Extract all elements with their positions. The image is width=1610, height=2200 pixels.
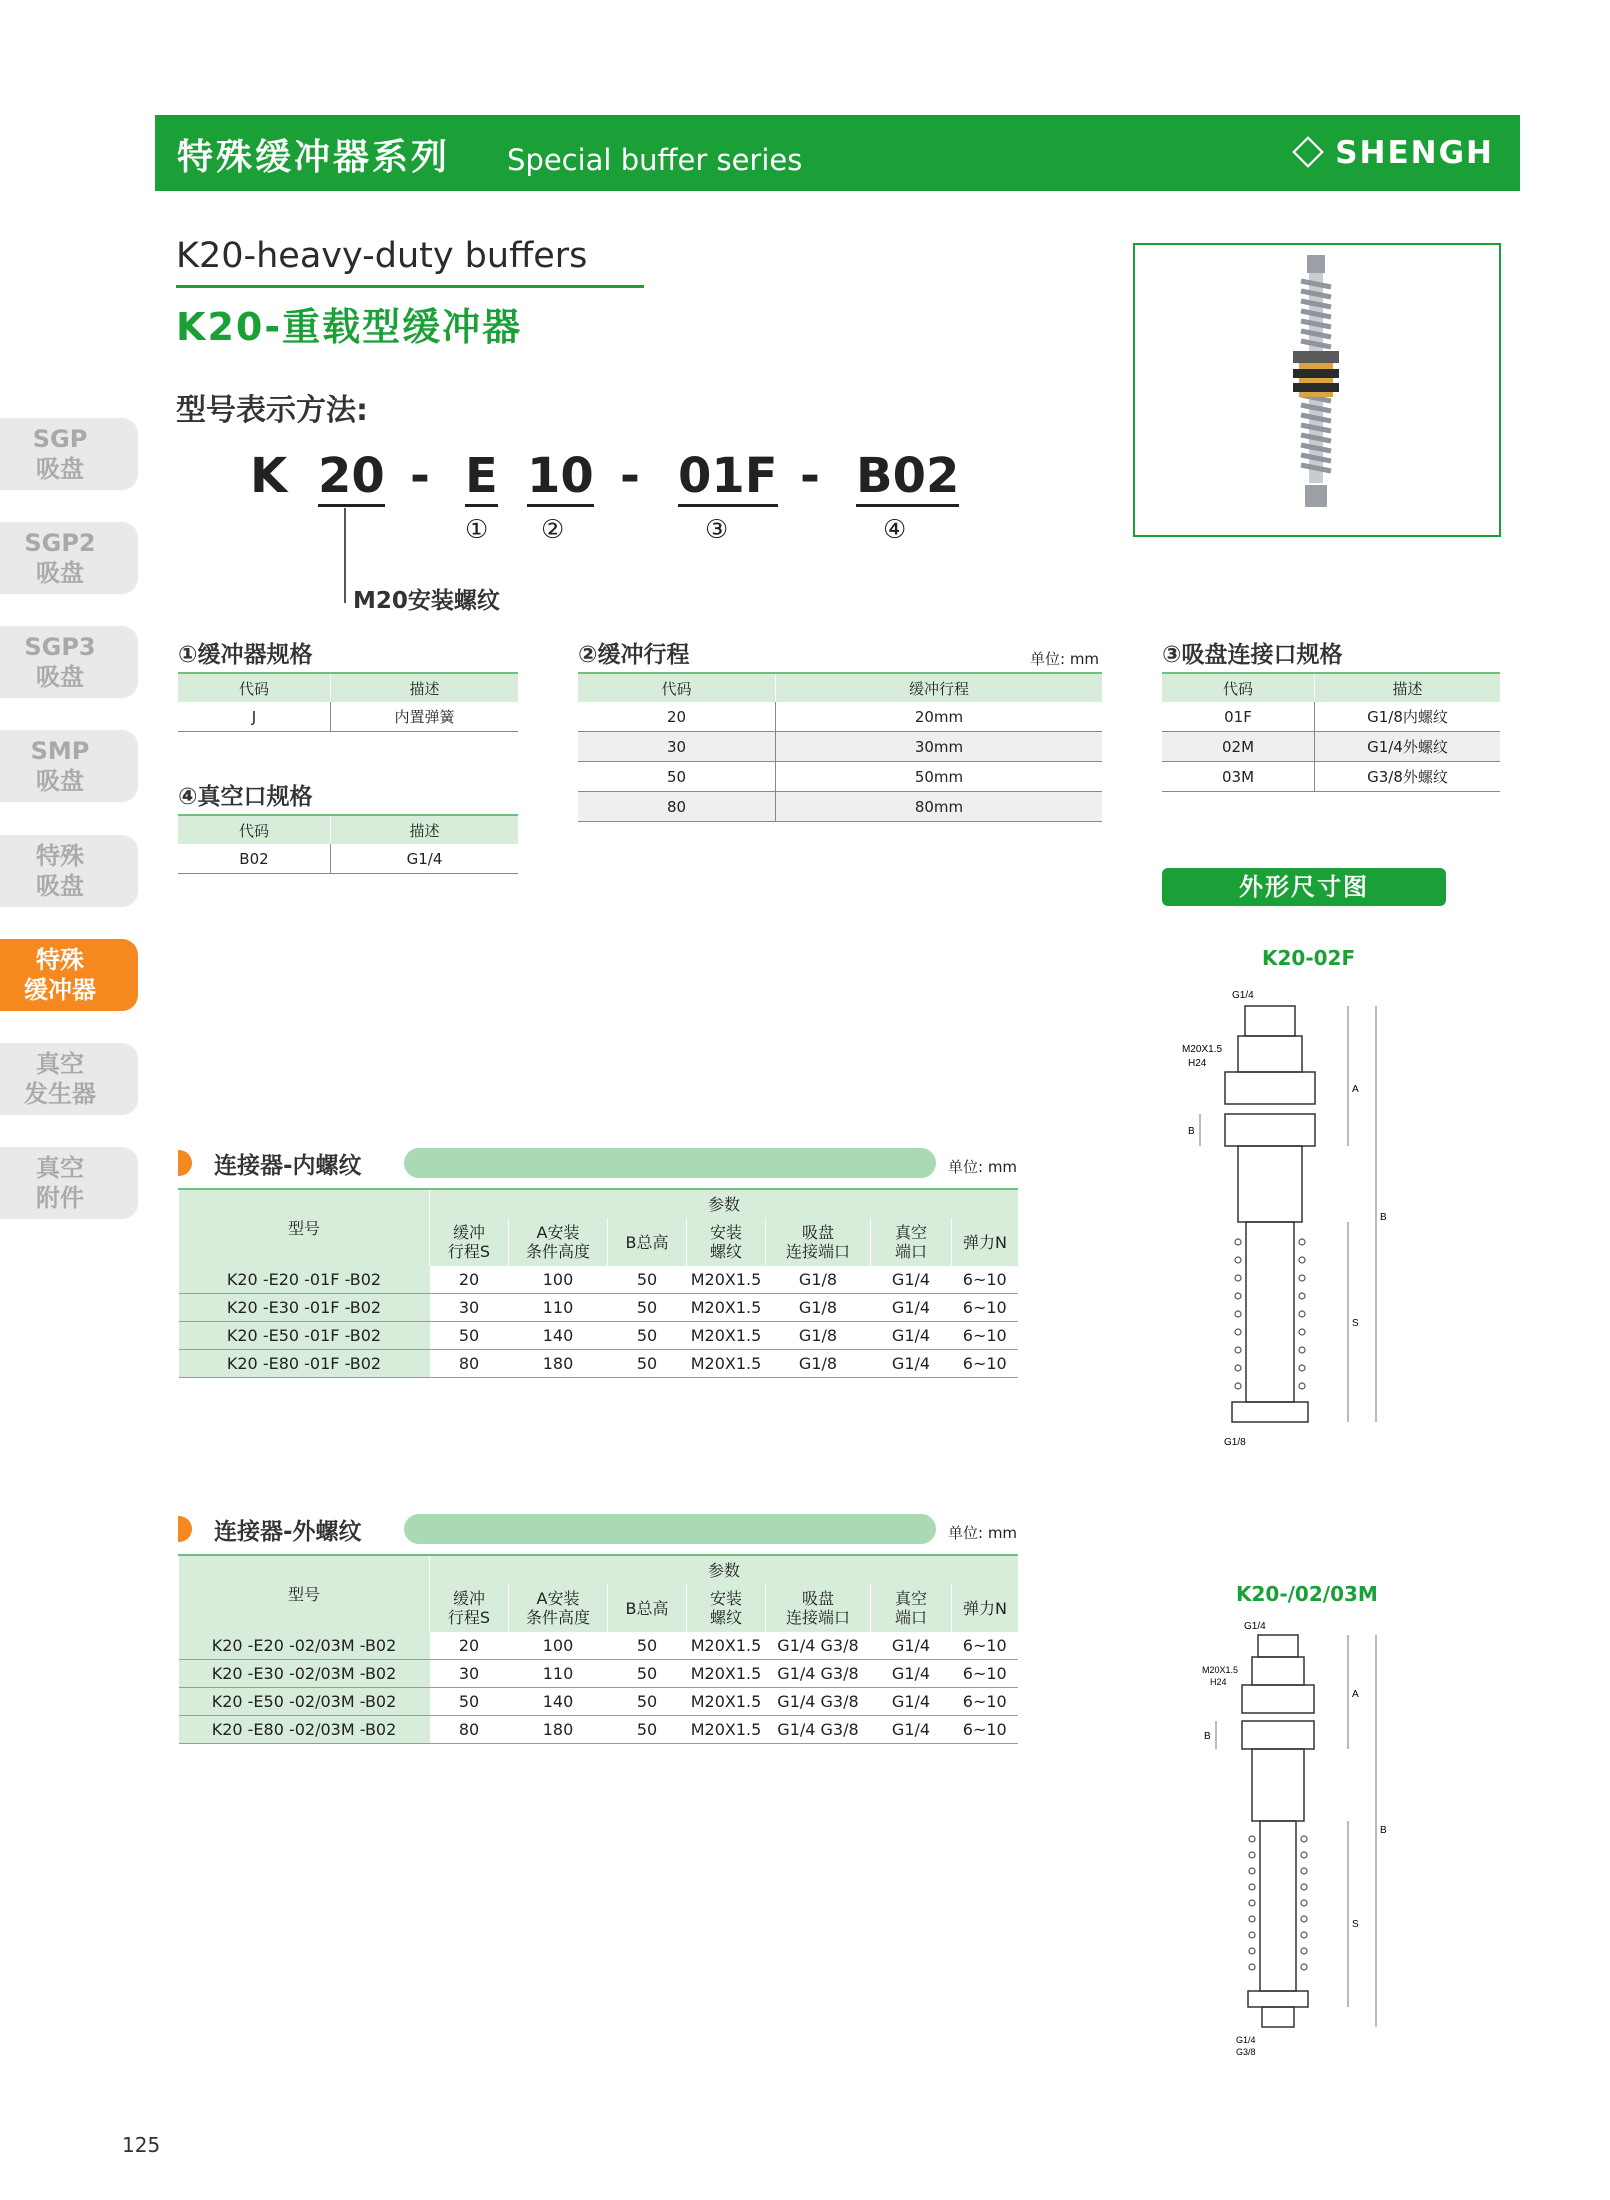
svg-text:B: B	[1380, 1825, 1387, 1836]
table-row: 03M G3/8外螺纹	[1162, 762, 1500, 792]
table-row: K20 -E30 -02/03M -B02 30 110 50 M20X1.5 G1/4 G3/8 G1/4 6~10	[179, 1660, 1019, 1688]
svg-text:S: S	[1352, 1919, 1359, 1930]
col-header: 缓冲行程	[776, 673, 1103, 702]
marker-1: ①	[465, 515, 489, 545]
side-tab-special-buffer[interactable]: 特殊 缓冲器	[0, 939, 138, 1011]
thread-note: M20安装螺纹	[353, 588, 500, 614]
spec4-title: ④真空口规格	[178, 784, 313, 810]
table-row: 01F G1/8内螺纹	[1162, 702, 1500, 732]
section-bar	[404, 1514, 936, 1544]
svg-text:B: B	[1188, 1126, 1195, 1137]
spec3-title: ③吸盘连接口规格	[1162, 642, 1343, 668]
brand-logo	[1293, 135, 1494, 171]
section-marker-icon	[178, 1150, 192, 1176]
model-code-part-e: E	[465, 448, 498, 507]
section-marker-icon	[178, 1516, 192, 1542]
col-header: 代码	[1162, 673, 1315, 702]
product-title-en: K20-heavy-duty buffers	[176, 236, 588, 276]
section-bar	[404, 1148, 936, 1178]
table-row: K20 -E30 -01F -B02 30 110 50 M20X1.5 G1/8 G1/4 6~10	[179, 1294, 1019, 1322]
side-tab-sgp2[interactable]: SGP2 吸盘	[0, 522, 138, 594]
page-number: 125	[122, 2133, 161, 2157]
buffer-photo-illustration	[1135, 245, 1499, 535]
model-code-part-20: 20	[318, 448, 385, 507]
table-row: 20 20mm	[578, 702, 1102, 732]
table-row: K20 -E50 -02/03M -B02 50 140 50 M20X1.5 G1/4 G3/8 G1/4 6~10	[179, 1688, 1019, 1716]
drawing2-diagram	[1200, 1615, 1400, 2065]
svg-text:A: A	[1352, 1689, 1359, 1700]
drawing2-title: K20-/02/03M	[1236, 1582, 1378, 1606]
svg-text:H24: H24	[1210, 1677, 1227, 1687]
table-row: 80 80mm	[578, 792, 1102, 822]
spec2-title: ②缓冲行程	[578, 642, 690, 668]
model-code-dash: -	[800, 448, 820, 504]
table-row: K20 -E80 -01F -B02 80 180 50 M20X1.5 G1/8 G1/4 6~10	[179, 1350, 1019, 1378]
dimension-drawing-button: 外形尺寸图	[1162, 868, 1446, 906]
spec1-title: ①缓冲器规格	[178, 642, 313, 668]
svg-text:M20X1.5: M20X1.5	[1182, 1044, 1223, 1055]
model-header: 型号	[179, 1555, 430, 1632]
marker-3: ③	[705, 515, 729, 545]
title-underline	[176, 285, 644, 288]
table-row: K20 -E20 -02/03M -B02 20 100 50 M20X1.5 G1/4 G3/8 G1/4 6~10	[179, 1632, 1019, 1660]
svg-text:B: B	[1204, 1731, 1211, 1742]
table-row: B02 G1/4	[178, 844, 518, 874]
side-tab-vacuum-generator[interactable]: 真空 发生器	[0, 1043, 138, 1115]
side-tab-smp[interactable]: SMP 吸盘	[0, 730, 138, 802]
table-row: 50 50mm	[578, 762, 1102, 792]
table2-title: 连接器-外螺纹	[214, 1519, 362, 1545]
table-row: K20 -E50 -01F -B02 50 140 50 M20X1.5 G1/8 G1/4 6~10	[179, 1322, 1019, 1350]
svg-text:A: A	[1352, 1084, 1359, 1095]
col-header: 代码	[578, 673, 776, 702]
logo-text: SHENGH	[1335, 135, 1494, 171]
col-header: 描述	[331, 673, 519, 702]
spec3-table	[1162, 672, 1500, 792]
table-row: 30 30mm	[578, 732, 1102, 762]
spec4-table	[178, 814, 518, 874]
diamond-logo-icon	[1292, 136, 1324, 168]
side-tab-sgp[interactable]: SGP 吸盘	[0, 418, 138, 490]
param-header: 参数	[430, 1189, 1019, 1218]
model-code-dash: -	[620, 448, 640, 504]
col-header: 代码	[178, 815, 331, 844]
marker-2: ②	[541, 515, 565, 545]
marker-4: ④	[883, 515, 907, 545]
svg-text:G1/4: G1/4	[1236, 2035, 1256, 2045]
side-tab-sgp3[interactable]: SGP3 吸盘	[0, 626, 138, 698]
svg-text:H24: H24	[1188, 1058, 1207, 1069]
spec1-table	[178, 672, 518, 732]
svg-text:G3/8: G3/8	[1236, 2047, 1256, 2057]
spec2-unit: 单位: mm	[1030, 650, 1100, 668]
model-code-part-k: K	[250, 448, 288, 504]
table-row: J 内置弹簧	[178, 702, 518, 732]
header-title-cn: 特殊缓冲器系列	[177, 137, 451, 178]
model-code-part-b02: B02	[856, 448, 959, 507]
table1: 型号 参数 缓冲 行程S A安装 条件高度 B总高 安装 螺纹 吸盘 连接端口 真空 端口 弹力N K20 -E20 -01F -B02 20 100 50 M20X1.5 G1/8 G1/4 6~10 K20 -E30 -01F -B02 30 110 50 M20X1.5 G1/8 G1/4 6~10 K20 -E50 -01F -B02 50 140 50 M20X1.5 G1/8 G1/4 6~10 K20 -E80 -01F -B02 80 180 50 M20X1.5 G1/8 G1/4 6~10	[178, 1188, 1018, 1378]
svg-text:M20X1.5: M20X1.5	[1202, 1665, 1239, 1675]
model-code-part-10: 10	[527, 448, 594, 507]
col-header: 代码	[178, 673, 331, 702]
drawing1-title: K20-02F	[1262, 946, 1356, 970]
svg-text:G1/4: G1/4	[1244, 1621, 1266, 1632]
table2: 型号 参数 缓冲 行程S A安装 条件高度 B总高 安装 螺纹 吸盘 连接端口 真空 端口 弹力N K20 -E20 -02/03M -B02 20 100 50 M20X1.5 G1/4 G3/8 G1/4 6~10 K20 -E30 -02/03M -B02 30 110 50 M20X1.5 G1/4 G3/8 G1/4 6~10 K20 -E50 -02/03M -B02 50 140 50 M20X1.5 G1/4 G3/8 G1/4 6~10 K20 -E80 -02/03M -B02 80 180 50 M20X1.5 G1/4 G3/8 G1/4 6~10	[178, 1554, 1018, 1744]
table-row: K20 -E80 -02/03M -B02 80 180 50 M20X1.5 G1/4 G3/8 G1/4 6~10	[179, 1716, 1019, 1744]
header-title-en: Special buffer series	[507, 143, 803, 177]
product-title-cn: K20-重载型缓冲器	[176, 305, 523, 349]
drawing1-diagram	[1180, 980, 1400, 1480]
model-code-dash: -	[410, 448, 430, 504]
model-code-part-01f: 01F	[678, 448, 778, 507]
table1-unit: 单位: mm	[948, 1158, 1018, 1176]
product-photo	[1133, 243, 1501, 537]
svg-text:S: S	[1352, 1318, 1359, 1329]
table-row: 02M G1/4外螺纹	[1162, 732, 1500, 762]
col-header: 描述	[331, 815, 519, 844]
table1-title: 连接器-内螺纹	[214, 1153, 362, 1179]
side-tab-special-cup[interactable]: 特殊 吸盘	[0, 835, 138, 907]
model-code-label: 型号表示方法:	[176, 393, 368, 428]
model-header: 型号	[179, 1189, 430, 1266]
table2-unit: 单位: mm	[948, 1524, 1018, 1542]
header-bar	[155, 115, 1520, 191]
param-header: 参数	[430, 1555, 1019, 1584]
svg-text:G1/8: G1/8	[1224, 1437, 1246, 1448]
table-row: K20 -E20 -01F -B02 20 100 50 M20X1.5 G1/8 G1/4 6~10	[179, 1266, 1019, 1294]
code-bracket-line	[344, 508, 346, 603]
side-tab-vacuum-accessories[interactable]: 真空 附件	[0, 1147, 138, 1219]
svg-text:G1/4: G1/4	[1232, 990, 1254, 1001]
col-header: 描述	[1315, 673, 1501, 702]
svg-text:B: B	[1380, 1212, 1387, 1223]
spec2-table	[578, 672, 1102, 822]
